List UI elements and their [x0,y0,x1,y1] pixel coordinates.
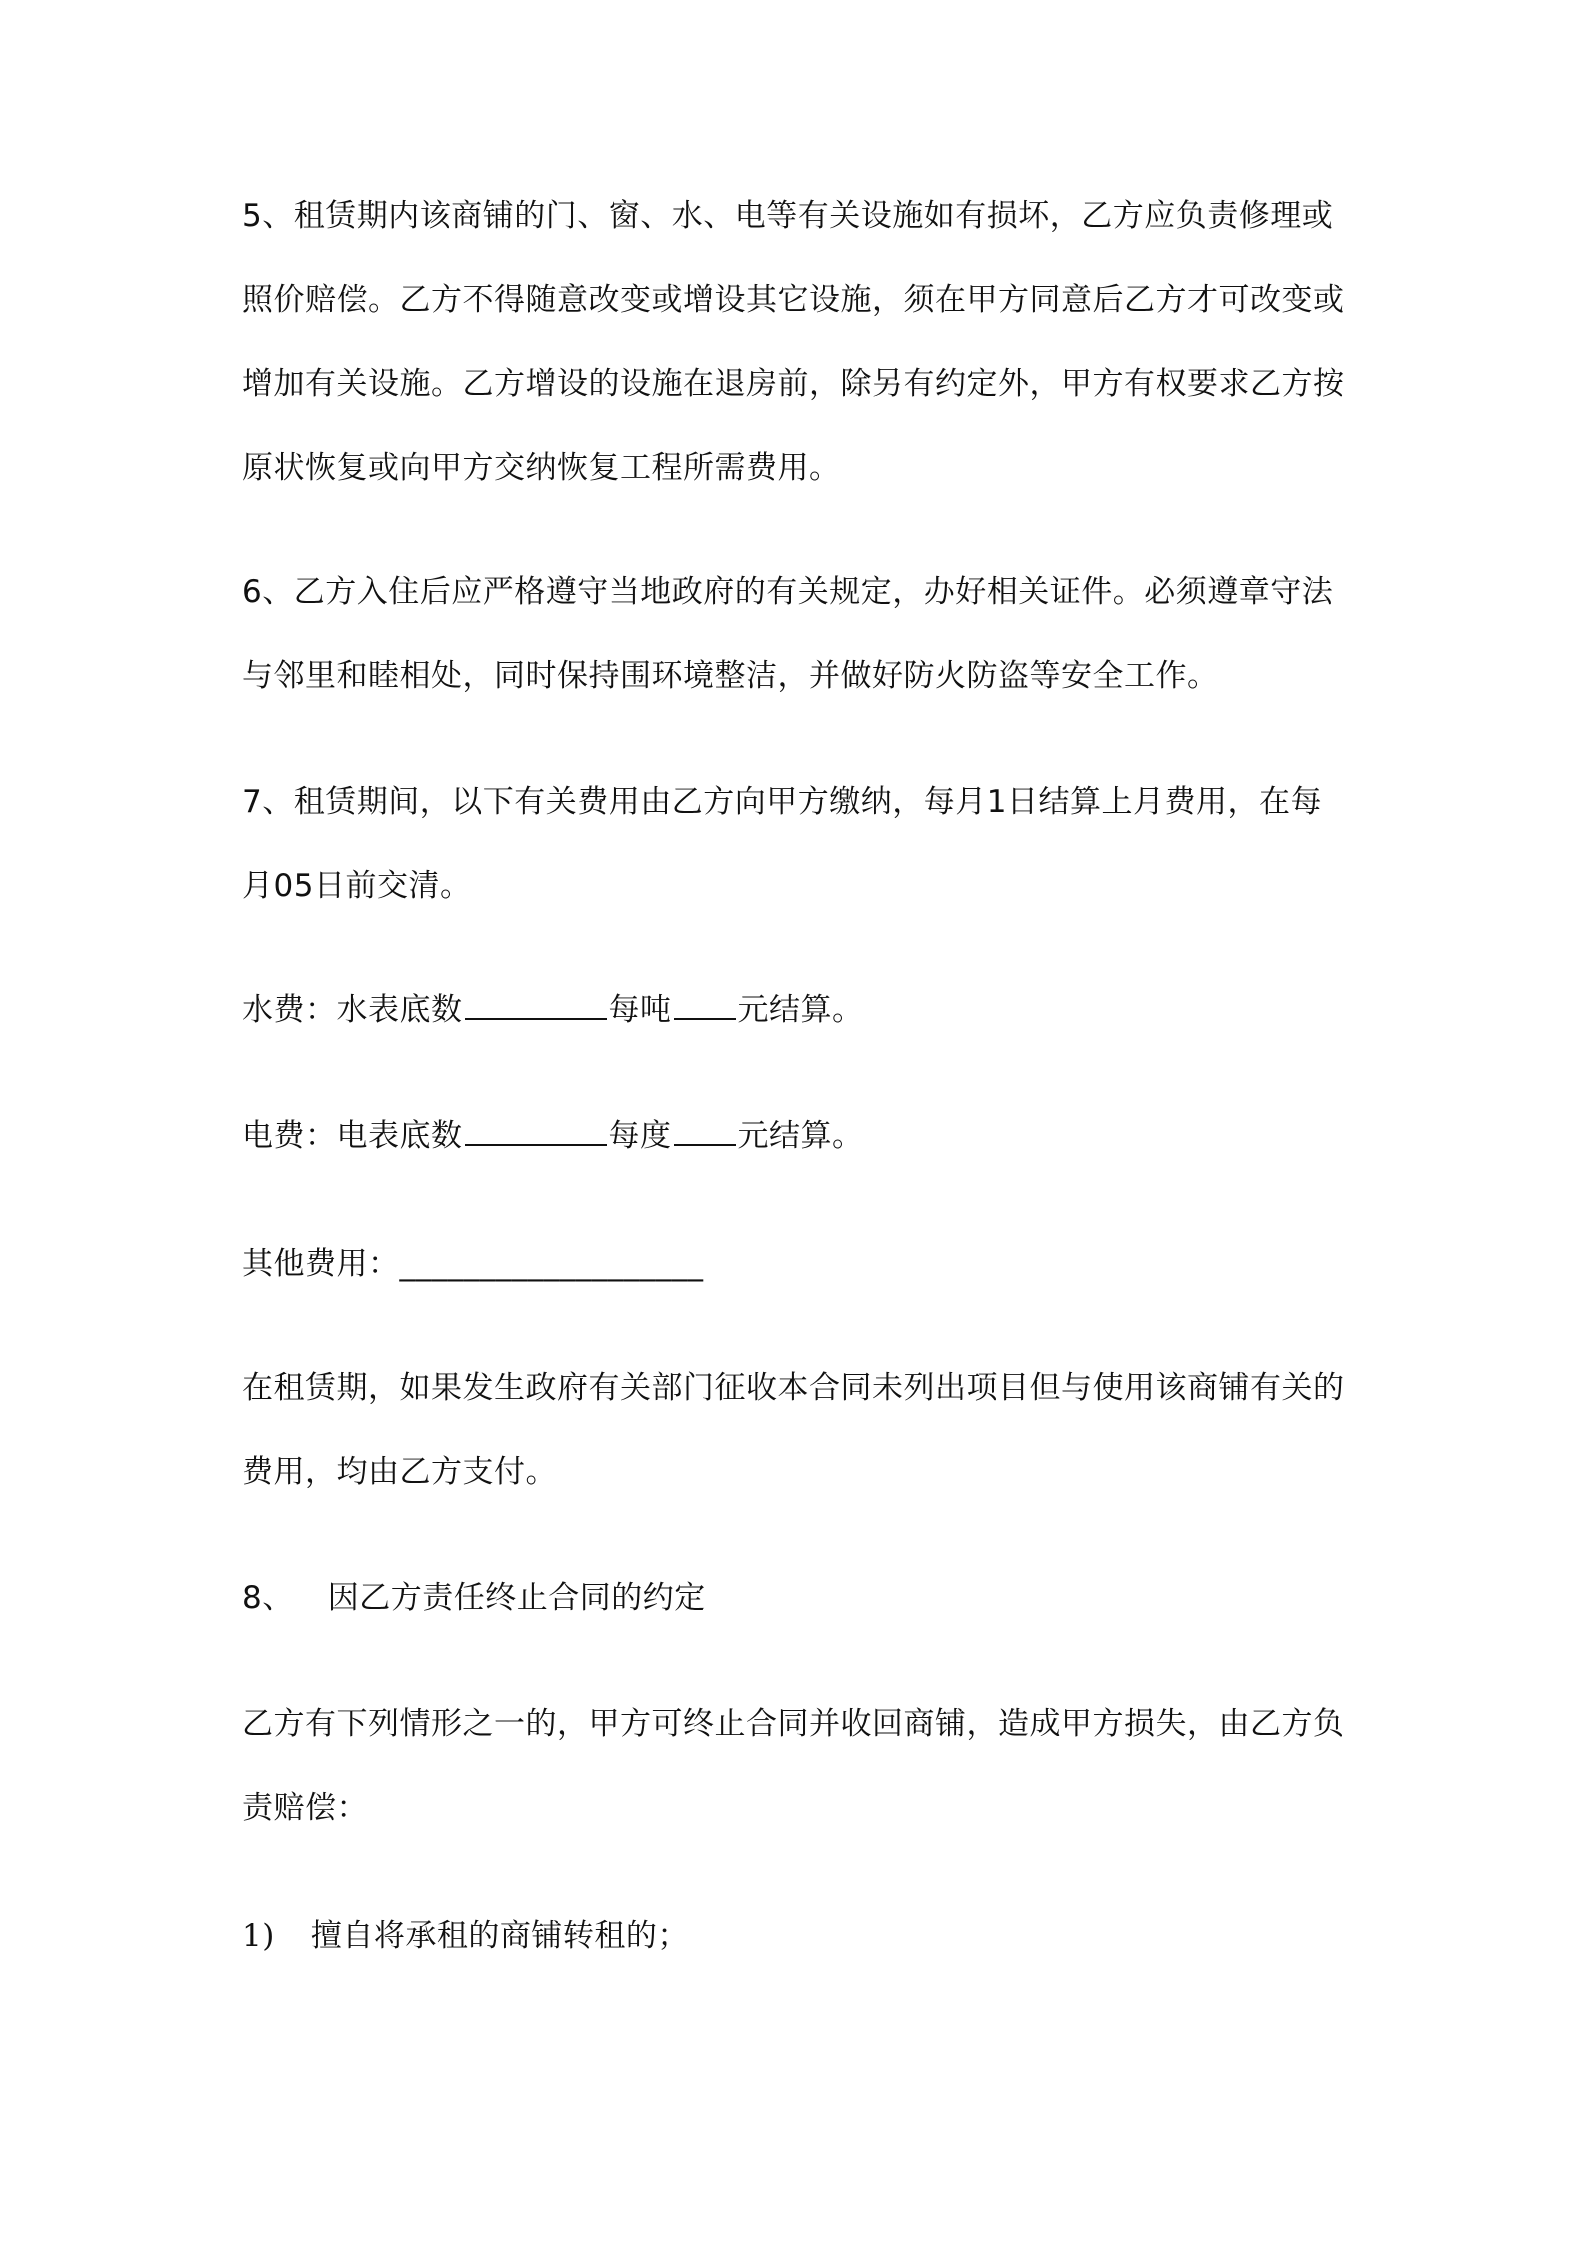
section-8-number: 8、 [242,1580,294,1616]
electric-meter-blank [465,1143,607,1146]
paragraph-line: 费用，均由乙方支付。 [242,1454,557,1490]
other-fee-line [242,1222,1357,1306]
water-fee-end: 元结算。 [737,992,864,1028]
paragraph-line: 责赔偿： [242,1790,368,1826]
section-8-body [242,1682,1357,1850]
list-item-text: 擅自将承租的商铺转租的； [310,1918,689,1954]
paragraph-line: 月05日前交清。 [242,868,472,904]
electric-fee-label: 电费：电表底数 [242,1118,463,1154]
paragraph-government-fees [242,1346,1357,1514]
paragraph-line: 照价赔偿。乙方不得随意改变或增设其它设施，须在甲方同意后乙方才可改变或 [242,282,1345,318]
paragraph-line: 6、乙方入住后应严格遵守当地政府的有关规定，办好相关证件。必须遵章守法 [242,574,1334,610]
section-8-title [242,1556,1357,1640]
electric-fee-line [242,1094,1357,1178]
paragraph-line: 与邻里和睦相处，同时保持围环境整洁，并做好防火防盗等安全工作。 [242,658,1219,694]
water-fee-label: 水费：水表底数 [242,992,463,1028]
paragraph-line: 乙方有下列情形之一的，甲方可终止合同并收回商铺，造成甲方损失，由乙方负 [242,1706,1345,1742]
section-8-heading: 因乙方责任终止合同的约定 [327,1580,706,1616]
paragraph-line: 5、租赁期内该商铺的门、窗、水、电等有关设施如有损坏，乙方应负责修理或 [242,198,1334,234]
water-fee-line [242,968,1357,1052]
paragraph-line: 原状恢复或向甲方交纳恢复工程所需费用。 [242,450,841,486]
list-item [242,1894,1357,1978]
other-fee-label: 其他费用： [242,1246,400,1282]
water-meter-blank [465,1017,607,1020]
water-fee-unit: 每吨 [608,992,672,1028]
paragraph-7 [242,760,1357,928]
list-item-number: 1) [242,1918,275,1954]
electric-fee-end: 元结算。 [737,1118,864,1154]
electric-price-blank [674,1143,736,1146]
paragraph-5 [242,174,1357,510]
paragraph-line: 7、租赁期间，以下有关费用由乙方向甲方缴纳，每月1日结算上月费用，在每 [242,784,1322,820]
paragraph-line: 在租赁期，如果发生政府有关部门征收本合同未列出项目但与使用该商铺有关的 [242,1370,1345,1406]
electric-fee-unit: 每度 [608,1118,672,1154]
water-price-blank [674,1017,736,1020]
other-fee-blank: ___________________ [399,1246,704,1282]
paragraph-line: 增加有关设施。乙方增设的设施在退房前，除另有约定外，甲方有权要求乙方按 [242,366,1345,402]
paragraph-6 [242,550,1357,718]
